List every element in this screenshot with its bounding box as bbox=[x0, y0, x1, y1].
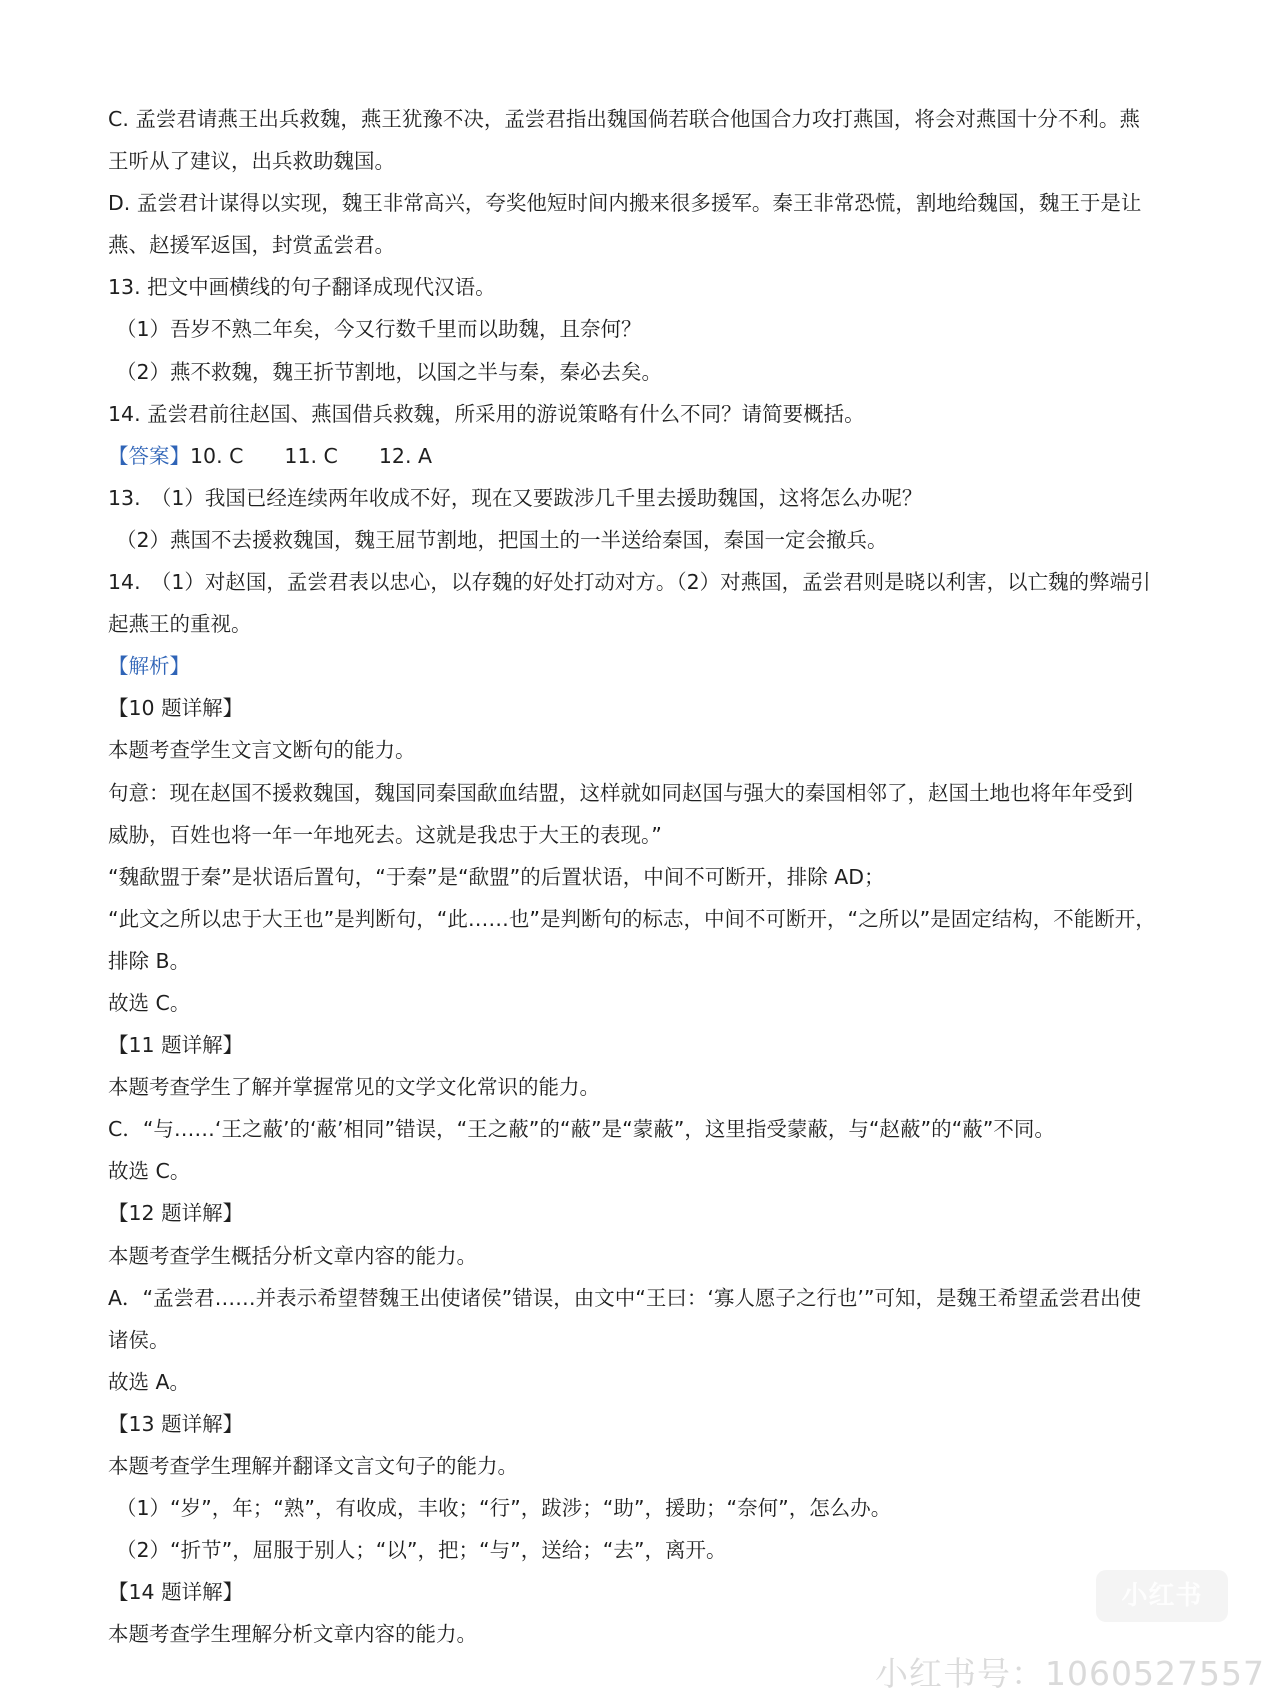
detail-12-intro: 本题考查学生概括分析文章内容的能力。 bbox=[108, 1243, 477, 1268]
detail-11-choice: 故选 C。 bbox=[108, 1159, 191, 1184]
detail-13-point-2: （2）“折节”，屈服于别人；“以”，把；“与”，送给；“去”，离开。 bbox=[116, 1538, 727, 1563]
answer-13-part-1: 13. （1）我国已经连续两年收成不好，现在又要跋涉几千里去援助魏国，这将怎么办呢？ bbox=[108, 485, 923, 510]
detail-12-heading: 【12 题详解】 bbox=[108, 1201, 244, 1226]
answer-14-line-2: 起燕王的重视。 bbox=[108, 612, 252, 637]
detail-10-choice: 故选 C。 bbox=[108, 990, 191, 1015]
detail-10-heading: 【10 题详解】 bbox=[108, 696, 244, 721]
option-d-line-1: D. 孟尝君计谋得以实现，魏王非常高兴，夸奖他短时间内搬来很多援军。秦王非常恐慌，割地给魏国，魏王于是让 bbox=[108, 191, 1142, 216]
detail-10-point-1: “魏歃盟于秦”是状语后置句，“于秦”是“歃盟”的后置状语，中间不可断开，排除 AD； bbox=[108, 864, 885, 889]
detail-12-point-2: 诸侯。 bbox=[108, 1327, 170, 1352]
detail-10-meaning-2: 威胁，百姓也将一年一年地死去。这就是我忠于大王的表现。” bbox=[108, 822, 662, 847]
detail-10-point-2: “此文之所以忠于大王也”是判断句，“此……也”是判断句的标志，中间不可断开，“之所以”是固定结构，不能断开， bbox=[108, 906, 1156, 931]
question-13: 13. 把文中画横线的句子翻译成现代汉语。 bbox=[108, 275, 496, 300]
answer-line bbox=[108, 435, 1190, 477]
detail-13-intro: 本题考查学生理解并翻译文言文句子的能力。 bbox=[108, 1454, 518, 1478]
question-13-sentence-2: （2）燕不救魏，魏王折节割地，以国之半与秦，秦必去矣。 bbox=[116, 359, 663, 384]
detail-12-choice: 故选 A。 bbox=[108, 1369, 191, 1394]
analysis-tag: 【解析】 bbox=[108, 654, 190, 679]
answer-choices: 10. C 11. C 12. A bbox=[190, 443, 433, 468]
watermark-logo: 小红书 bbox=[1096, 1570, 1228, 1622]
option-c-line-2: 王听从了建议，出兵救助魏国。 bbox=[108, 149, 395, 174]
detail-10-point-2-cont: 排除 B。 bbox=[108, 948, 191, 973]
document-body bbox=[108, 98, 1190, 1655]
detail-11-intro: 本题考查学生了解并掌握常见的文学文化常识的能力。 bbox=[108, 1075, 600, 1100]
detail-13-heading: 【13 题详解】 bbox=[108, 1411, 244, 1436]
detail-13-point-1: （1）“岁”，年；“熟”，有收成，丰收；“行”，跋涉；“助”，援助；“奈何”，怎么办。 bbox=[116, 1496, 892, 1521]
question-13-sentence-1: （1）吾岁不熟二年矣，今又行数千里而以助魏，且奈何？ bbox=[116, 317, 642, 342]
detail-10-intro: 本题考查学生文言文断句的能力。 bbox=[108, 738, 416, 763]
detail-10-meaning-1: 句意：现在赵国不援救魏国，魏国同秦国歃血结盟，这样就如同赵国与强大的秦国相邻了，赵国土地也将年年受到 bbox=[108, 780, 1133, 805]
watermark-id: 小红书号：1060527557 bbox=[875, 1654, 1265, 1693]
answer-tag: 【答案】 bbox=[108, 443, 190, 468]
detail-11-point: C．“与……‘王之蔽’的‘蔽’相同”错误，“王之蔽”的“蔽”是“蒙蔽”，这里指受蒙蔽，与“赵蔽”的“蔽”不同。 bbox=[108, 1117, 1055, 1142]
detail-12-point-1: A．“孟尝君……并表示希望替魏王出使诸侯”错误，由文中“王曰：‘寡人愿子之行也’”可知，是魏王希望孟尝君出使 bbox=[108, 1285, 1142, 1310]
option-d-line-2: 燕、赵援军返国，封赏孟尝君。 bbox=[108, 233, 395, 258]
detail-14-intro: 本题考查学生理解分析文章内容的能力。 bbox=[108, 1622, 477, 1647]
option-c-line-1: C. 孟尝君请燕王出兵救魏，燕王犹豫不决，孟尝君指出魏国倘若联合他国合力攻打燕国，将会对燕国十分不利。燕 bbox=[108, 107, 1140, 131]
answer-13-part-2: （2）燕国不去援救魏国，魏王屈节割地，把国土的一半送给秦国，秦国一定会撤兵。 bbox=[116, 527, 888, 552]
question-14: 14. 孟尝君前往赵国、燕国借兵救魏，所采用的游说策略有什么不同？请简要概括。 bbox=[108, 401, 865, 426]
answer-14-line-1: 14. （1）对赵国，孟尝君表以忠心，以存魏的好处打动对方。（2）对燕国，孟尝君则是晓以利害，以亡魏的弊端引 bbox=[108, 570, 1151, 595]
detail-11-heading: 【11 题详解】 bbox=[108, 1033, 244, 1058]
detail-14-heading: 【14 题详解】 bbox=[108, 1580, 244, 1605]
